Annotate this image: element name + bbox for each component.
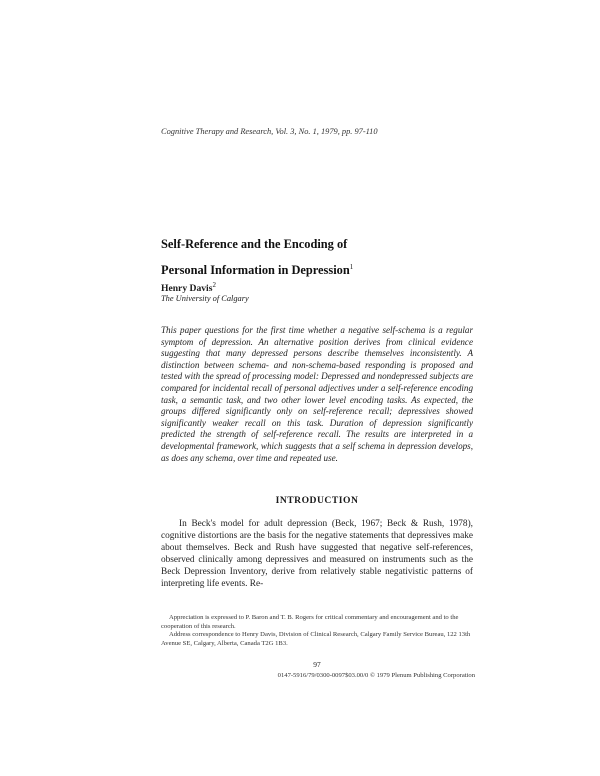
author-name-text: Henry Davis: [161, 283, 213, 295]
footnotes: [161, 614, 475, 648]
author-affiliation: The University of Calgary: [161, 294, 249, 303]
author-footnote-mark: 2: [212, 281, 216, 289]
intro-paragraph: In Beck's model for adult depression (Beck, 1967; Beck & Rush, 1978), cognitive distortions are the basis for the negative statements that depressives make about themselves. Beck and Rush have suggested that negative self-references, observed clinically among depressives and measured on instruments such as the Beck Depression Inventory, derive from relatively stable negativistic patterns of interpreting life events. Re-: [161, 519, 473, 589]
title-line-2-text: Personal Information in Depression: [161, 263, 350, 278]
journal-citation: Cognitive Therapy and Research, Vol. 3, No. 1, 1979, pp. 97-110: [161, 127, 378, 136]
page-number: 97: [313, 660, 321, 669]
author-name: [161, 281, 216, 294]
abstract: This paper questions for the first time whether a negative self-schema is a regular symptom of depression. An alternative position derives from clinical evidence suggesting that many depressed persons describe themselves inconsistently. A distinction between schema- and non-schema-based responding is proposed and tested with the spread of processing model: Depressed and nondepressed subjects are compared for incidental recall of personal adjectives under a self-reference encoding task, a semantic task, and two other lower level encoding tasks. As expected, the groups differed significantly only on self-reference recall; depressives showed significantly weaker recall on this task. Duration of depression significantly predicted the strength of self-reference recall. The results are interpreted in a developmental framework, which suggests that a self schema in depression develops, as does any schema, over time and repeated use.: [161, 325, 473, 463]
section-heading-introduction: INTRODUCTION: [275, 495, 359, 506]
footnote-1: Appreciation is expressed to P. Baron and T. B. Rogers for critical commentary and encouragement and to the cooperation of this research.: [161, 614, 459, 630]
issn-copyright-line: 0147-5916/79/0300-0097$03.00/0 © 1979 Plenum Publishing Corporation: [277, 672, 475, 679]
footnote-2: Address correspondence to Henry Davis, Division of Clinical Research, Calgary Family Service Bureau, 122 13th Avenue SE, Calgary, Alberta, Canada T2G 1B3.: [161, 631, 471, 647]
title-line-2: [161, 256, 491, 282]
paper-title: [161, 233, 491, 282]
title-line-1: Self-Reference and the Encoding of: [161, 237, 348, 251]
title-footnote-mark: 1: [349, 263, 354, 271]
